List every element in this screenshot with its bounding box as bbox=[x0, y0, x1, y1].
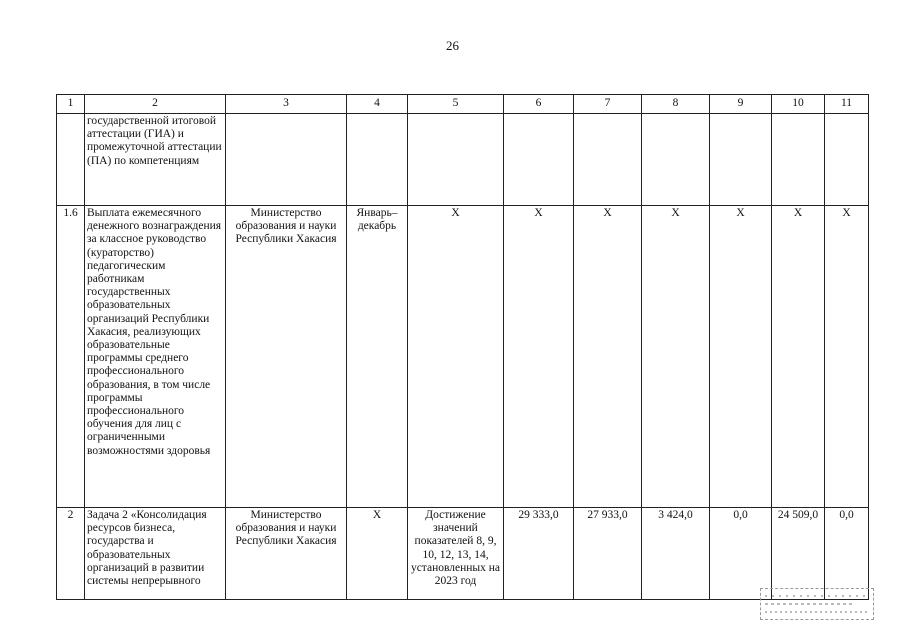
period: Х bbox=[347, 508, 408, 600]
value-cell: 27 933,0 bbox=[574, 508, 642, 600]
row-number: 1.6 bbox=[57, 206, 85, 508]
faint-stamp-mark bbox=[760, 588, 874, 620]
value-cell: 0,0 bbox=[710, 508, 772, 600]
header-cell: 3 bbox=[226, 95, 347, 114]
executor bbox=[226, 114, 347, 206]
header-cell: 7 bbox=[574, 95, 642, 114]
header-cell: 2 bbox=[85, 95, 226, 114]
header-cell: 6 bbox=[504, 95, 574, 114]
executor: Министерство образования и науки Республики Хакасия bbox=[226, 508, 347, 600]
value-cell bbox=[504, 114, 574, 206]
header-cell: 1 bbox=[57, 95, 85, 114]
result bbox=[408, 114, 504, 206]
header-cell: 4 bbox=[347, 95, 408, 114]
header-cell: 5 bbox=[408, 95, 504, 114]
value-cell bbox=[772, 114, 825, 206]
value-cell: Х bbox=[504, 206, 574, 508]
period: Январь–декабрь bbox=[347, 206, 408, 508]
value-cell: Х bbox=[710, 206, 772, 508]
row-number bbox=[57, 114, 85, 206]
value-cell: Х bbox=[772, 206, 825, 508]
measure-name: государственной итоговой аттестации (ГИА) и промежуточной аттестации (ПА) по компетенциям bbox=[85, 114, 226, 206]
page-number: 26 bbox=[446, 38, 459, 53]
header-cell: 11 bbox=[825, 95, 869, 114]
value-cell: 24 509,0 bbox=[772, 508, 825, 600]
header-cell: 10 bbox=[772, 95, 825, 114]
column-number-row bbox=[57, 95, 869, 114]
value-cell: Х bbox=[642, 206, 710, 508]
period bbox=[347, 114, 408, 206]
measure-name: Задача 2 «Консолидация ресурсов бизнеса, государства и образовательных организаций в развитии системы непрерывного bbox=[85, 508, 226, 600]
table-row bbox=[57, 206, 869, 508]
value-cell bbox=[574, 114, 642, 206]
value-cell bbox=[825, 114, 869, 206]
header-cell: 9 bbox=[710, 95, 772, 114]
executor: Министерство образования и науки Республики Хакасия bbox=[226, 206, 347, 508]
measure-name: Выплата ежемесячного денежного вознаграждения за классное руководство (кураторство) педагогическим работникам государственных образовательных организаций Республики Хакасия, реализующих образовательные программы среднего профессионального образования, в том числе программы профессионального обучения для лиц с ограниченными возможностями здоровья bbox=[85, 206, 226, 508]
value-cell: 3 424,0 bbox=[642, 508, 710, 600]
result: Достижение значений показателей 8, 9, 10, 12, 13, 14, установленных на 2023 год bbox=[408, 508, 504, 600]
result: Х bbox=[408, 206, 504, 508]
measures-table bbox=[56, 94, 869, 600]
value-cell bbox=[710, 114, 772, 206]
value-cell: 0,0 bbox=[825, 508, 869, 600]
table-row bbox=[57, 508, 869, 600]
value-cell: 29 333,0 bbox=[504, 508, 574, 600]
table-row bbox=[57, 114, 869, 206]
value-cell: Х bbox=[825, 206, 869, 508]
value-cell bbox=[642, 114, 710, 206]
row-number: 2 bbox=[57, 508, 85, 600]
header-cell: 8 bbox=[642, 95, 710, 114]
value-cell: Х bbox=[574, 206, 642, 508]
